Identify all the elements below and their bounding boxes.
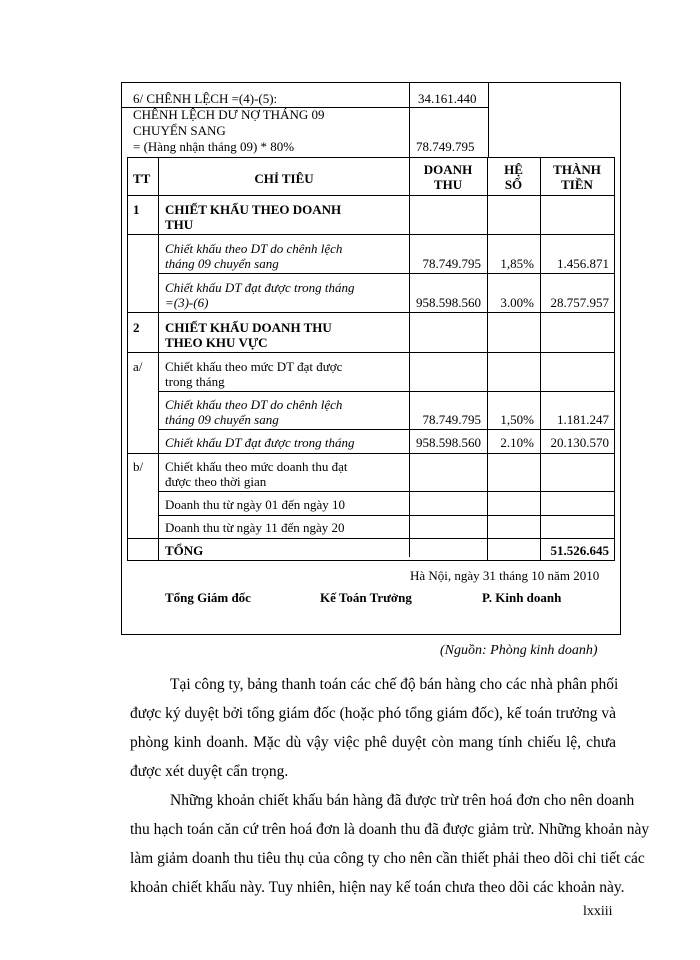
r2a1-thanh-tien: 1.181.247 bbox=[557, 412, 609, 427]
header-doanh-thu-line1: DOANH bbox=[423, 162, 473, 177]
paragraph-line: thu hạch toán căn cứ trên hoá đơn là doanh thu đã được giảm trừ. Những khoản này bbox=[130, 821, 650, 838]
sec1-title-line2: THU bbox=[165, 217, 194, 232]
table-line bbox=[158, 491, 615, 492]
r1a-label-line1: Chiết khấu theo DT do chênh lệch bbox=[165, 241, 343, 256]
r2a1-he-so: 1,50% bbox=[500, 412, 534, 427]
source-note: (Nguồn: Phòng kinh doanh) bbox=[440, 643, 598, 658]
r1b-he-so: 3.00% bbox=[500, 295, 534, 310]
carry-value: 78.749.795 bbox=[416, 139, 475, 154]
table-line bbox=[158, 429, 615, 430]
paragraph-line: làm giảm doanh thu tiêu thụ của công ty cho nên cần thiết phải theo dõi chi tiết các bbox=[130, 850, 645, 867]
header-doanh-thu bbox=[409, 162, 487, 192]
r2a2-thanh-tien: 20.130.570 bbox=[550, 435, 609, 450]
paragraph-1 bbox=[130, 670, 619, 786]
r2b2-label: Doanh thu từ ngày 11 đến ngày 20 bbox=[165, 520, 345, 535]
table-line bbox=[488, 82, 489, 157]
carry-label-line3: = (Hàng nhận tháng 09) * 80% bbox=[133, 139, 295, 154]
header-thanh-tien-line2: TIỀN bbox=[561, 177, 593, 192]
sec2-title-line1: CHIẾT KHẤU DOANH THU bbox=[165, 320, 332, 335]
r2a-tt: a/ bbox=[133, 359, 143, 374]
paragraph-line: Tại công ty, bảng thanh toán các chế độ bán hàng cho các nhà phân phối bbox=[170, 676, 619, 693]
r2a2-label: Chiết khấu DT đạt được trong tháng bbox=[165, 435, 355, 450]
signature-date: Hà Nội, ngày 31 tháng 10 năm 2010 bbox=[410, 568, 600, 583]
r2a-label-line1: Chiết khấu theo mức DT đạt được bbox=[165, 359, 343, 374]
r2b-tt: b/ bbox=[133, 459, 144, 474]
table-line bbox=[127, 453, 615, 454]
signature-sales-dept: P. Kinh doanh bbox=[482, 590, 562, 605]
paragraph-2 bbox=[130, 786, 650, 902]
paragraph-line: phòng kinh doanh. Mặc dù vậy việc phê duyệt còn mang tính chiếu lệ, chưa bbox=[130, 734, 616, 751]
sec1-tt: 1 bbox=[133, 202, 140, 217]
header-thanh-tien bbox=[540, 162, 614, 192]
table-line bbox=[127, 195, 615, 196]
header-doanh-thu-line2: THU bbox=[433, 177, 463, 192]
signature-general-director: Tổng Giám đốc bbox=[165, 590, 251, 605]
paragraph-line: khoản chiết khấu này. Tuy nhiên, hiện nay kế toán chưa theo dõi các khoản này. bbox=[130, 879, 625, 896]
r1a-label-line2: tháng 09 chuyển sang bbox=[165, 256, 279, 271]
carry-label-line1: CHÊNH LỆCH DƯ NỢ THÁNG 09 bbox=[133, 107, 325, 122]
table-line bbox=[614, 157, 615, 560]
header-he-so-line1: HỆ bbox=[504, 162, 523, 177]
r2a1-doanh-thu: 78.749.795 bbox=[422, 412, 481, 427]
carry-label-line2: CHUYỂN SANG bbox=[133, 123, 226, 138]
table-line bbox=[127, 352, 615, 353]
table-line bbox=[127, 157, 615, 158]
table-line bbox=[127, 312, 615, 313]
r1b-label-line1: Chiết khấu DT đạt được trong tháng bbox=[165, 280, 355, 295]
table-line bbox=[127, 157, 128, 560]
r1a-thanh-tien: 1.456.871 bbox=[557, 256, 609, 271]
header-he-so-line2: SỐ bbox=[504, 177, 523, 192]
r2a1-label-line1: Chiết khấu theo DT do chênh lệch bbox=[165, 397, 343, 412]
table-line bbox=[540, 157, 541, 560]
r2b1-label: Doanh thu từ ngày 01 đến ngày 10 bbox=[165, 497, 345, 512]
sec2-tt: 2 bbox=[133, 320, 140, 335]
table-line bbox=[127, 538, 615, 539]
sec2-title-line2: THEO KHU VỰC bbox=[165, 335, 268, 350]
signature-chief-accountant: Kế Toán Trưởng bbox=[320, 590, 412, 605]
r2b-label-line2: được theo thời gian bbox=[165, 474, 267, 489]
table-line bbox=[487, 157, 488, 560]
r2a2-doanh-thu: 958.598.560 bbox=[416, 435, 481, 450]
table-line bbox=[158, 515, 615, 516]
r1b-thanh-tien: 28.757.957 bbox=[550, 295, 609, 310]
r2a-label-line2: trong tháng bbox=[165, 374, 225, 389]
row6-value: 34.161.440 bbox=[418, 91, 477, 106]
header-chi-tieu: CHỈ TIÊU bbox=[254, 171, 314, 186]
r2a1-label-line2: tháng 09 chuyển sang bbox=[165, 412, 279, 427]
table-line bbox=[158, 157, 159, 560]
table-line bbox=[158, 391, 615, 392]
header-thanh-tien-line1: THÀNH bbox=[553, 162, 601, 177]
row6-label: 6/ CHÊNH LỆCH =(4)-(5): bbox=[133, 91, 278, 106]
table-line bbox=[127, 560, 615, 561]
paragraph-line: được ký duyệt bởi tổng giám đốc (hoặc phó tổng giám đốc), kế toán trưởng và bbox=[130, 705, 616, 722]
paragraph-line: Những khoản chiết khấu bán hàng đã được trừ trên hoá đơn cho nên doanh bbox=[170, 792, 635, 809]
r1a-he-so: 1,85% bbox=[500, 256, 534, 271]
paragraph-line: được xét duyệt cẩn trọng. bbox=[130, 763, 289, 780]
header-tt: TT bbox=[133, 171, 151, 186]
page-number: lxxiii bbox=[583, 904, 613, 919]
r2b-label-line1: Chiết khấu theo mức doanh thu đạt bbox=[165, 459, 348, 474]
header-he-so bbox=[487, 162, 540, 192]
total-label: TỔNG bbox=[165, 543, 204, 558]
r1a-doanh-thu: 78.749.795 bbox=[422, 256, 481, 271]
table-line bbox=[158, 273, 615, 274]
r1b-doanh-thu: 958.598.560 bbox=[416, 295, 481, 310]
r1b-label-line2: =(3)-(6) bbox=[165, 295, 209, 310]
r2a2-he-so: 2.10% bbox=[500, 435, 534, 450]
table-line bbox=[409, 82, 410, 557]
sec1-title-line1: CHIẾT KHẤU THEO DOANH bbox=[165, 202, 342, 217]
total-value: 51.526.645 bbox=[550, 543, 609, 558]
table-line bbox=[127, 234, 615, 235]
